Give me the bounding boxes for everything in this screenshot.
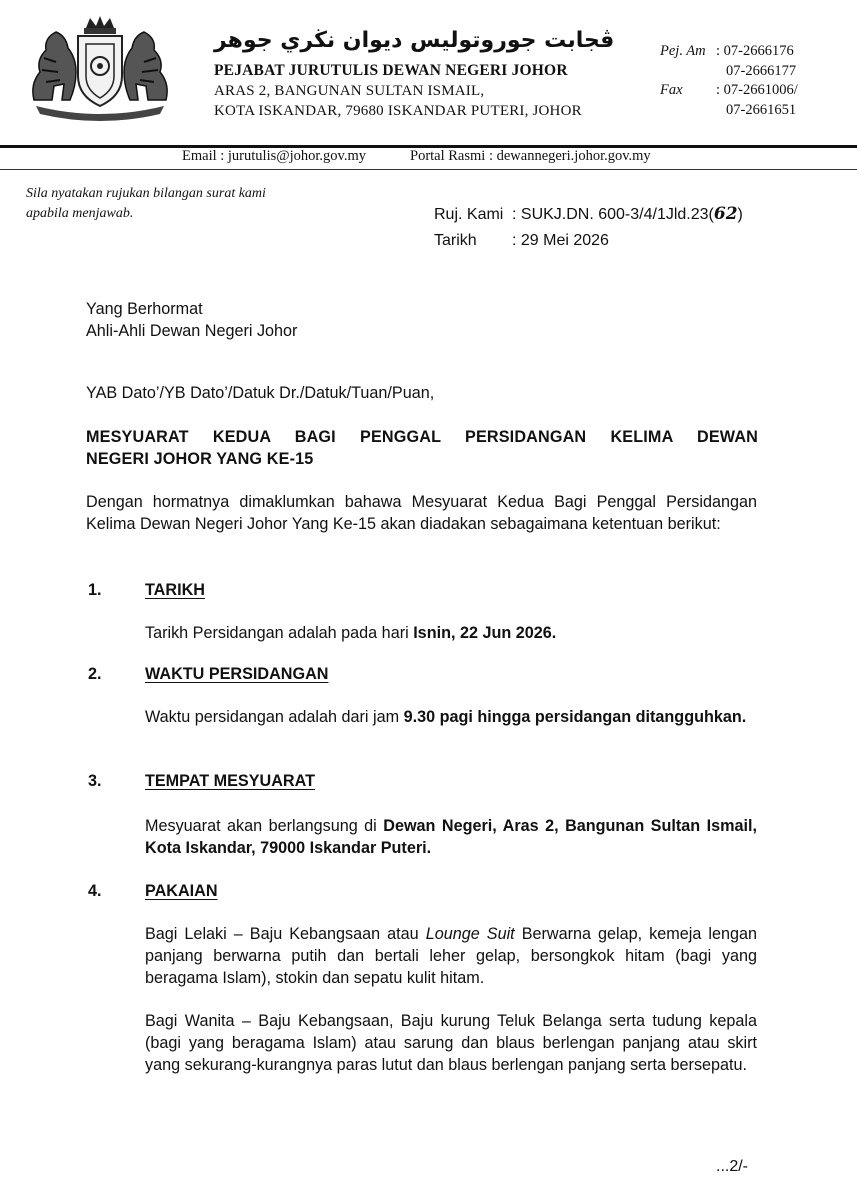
phone-label: Pej. Am [660, 43, 706, 59]
section-4-men-post: Berwarna gelap, kemeja lengan panjang berwarna putih dan bertali leher gelap, bersongkok hitam (bagi yang beragama Islam), stokin dan sepatu kulit hitam. [145, 925, 757, 987]
email-link[interactable]: Email : jurutulis@johor.gov.my [182, 148, 366, 164]
contact-block [660, 42, 850, 120]
tarikh-value: : 29 Mei 2026 [512, 232, 609, 249]
header-divider-thin [0, 169, 857, 170]
subject-line-1: MESYUARAT KEDUA BAGI PENGGAL PERSIDANGAN KELIMA DEWAN [86, 428, 758, 446]
reference-block [434, 201, 743, 254]
recipient [86, 298, 758, 342]
intro-paragraph: Dengan hormatnya dimaklumkan bahawa Mesyuarat Kedua Bagi Penggal Persidangan Kelima Dewan Negeri Johor Yang Ke-15 akan diadakan sebagaimana ketentuan berikut: [86, 493, 757, 533]
section-2-text-pre: Waktu persidangan adalah dari jam [145, 708, 404, 726]
section-1-heading: TARIKH [145, 581, 205, 599]
fax-1: : 07-2661006/ [716, 82, 798, 98]
portal-link[interactable]: Portal Rasmi : dewannegeri.johor.gov.my [410, 148, 651, 164]
section-3-heading: TEMPAT MESYUARAT [145, 772, 315, 790]
page-continuation: ...2/- [716, 1158, 749, 1175]
address-line-2: KOTA ISKANDAR, 79680 ISKANDAR PUTERI, JOHOR [214, 103, 582, 119]
section-3-text [145, 815, 757, 859]
section-1-text [145, 622, 757, 644]
section-1-number: 1. [88, 581, 102, 599]
section-2-heading: WAKTU PERSIDANGAN [145, 665, 329, 683]
section-2-text [145, 706, 757, 728]
tarikh-label: Tarikh [434, 232, 477, 249]
section-4-men [145, 923, 757, 989]
johor-state-crest-icon [26, 14, 174, 124]
phone-1: : 07-2666176 [716, 43, 794, 59]
recipient-line-2: Ahli-Ahli Dewan Negeri Johor [86, 322, 298, 340]
recipient-line-1: Yang Berhormat [86, 300, 203, 318]
org-name: PEJABAT JURUTULIS DEWAN NEGERI JOHOR [214, 62, 568, 79]
fax-2: 07-2661651 [726, 101, 797, 118]
section-4-men-pre: Bagi Lelaki – Baju Kebangsaan atau [145, 925, 426, 943]
phone-2: 07-2666177 [726, 62, 797, 79]
ruj-close: ) [737, 206, 743, 223]
section-4-men-italic: Lounge Suit [425, 925, 515, 943]
address-line-1: ARAS 2, BANGUNAN SULTAN ISMAIL, [214, 83, 485, 99]
ruj-label: Ruj. Kami [434, 206, 504, 223]
section-1-text-pre: Tarikh Persidangan adalah pada hari [145, 624, 414, 642]
section-3-venue: Dewan Negeri, Aras 2, Bangunan Sultan Ismail, Kota Iskandar, 79000 Iskandar Puteri. [145, 817, 757, 857]
jawi-org-name: ڤجابت جوروتوليس ديوان نڬري جوهر [214, 28, 615, 53]
section-3-text-pre: Mesyuarat akan berlangsung di [145, 817, 384, 835]
salutation: YAB Dato’/YB Dato’/Datuk Dr./Datuk/Tuan/Puan, [86, 384, 435, 402]
reference-note-line-1: Sila nyatakan rujukan bilangan surat kami [26, 186, 266, 201]
section-2-number: 2. [88, 665, 102, 683]
section-3-number: 3. [88, 772, 102, 790]
ruj-value: : SUKJ.DN. 600-3/4/1Jld.23( [512, 206, 714, 223]
letterhead-org [214, 26, 654, 121]
reference-note-line-2: apabila menjawab. [26, 206, 134, 221]
subject-line-2: NEGERI JOHOR YANG KE-15 [86, 450, 314, 468]
section-2-time: 9.30 pagi hingga persidangan ditangguhkan. [403, 708, 747, 726]
email-portal-row [182, 146, 651, 166]
subject [86, 426, 758, 470]
section-4-number: 4. [88, 882, 102, 900]
fax-label: Fax [660, 82, 683, 98]
reference-note [26, 184, 346, 224]
ruj-handwritten-number: 62 [713, 204, 738, 224]
section-1-date: Isnin, 22 Jun 2026. [413, 624, 557, 642]
section-4-heading: PAKAIAN [145, 882, 218, 900]
section-4-women: Bagi Wanita – Baju Kebangsaan, Baju kurung Teluk Belanga serta tudung kepala (bagi yang beragama Islam) atau sarung dan blaus berlengan panjang atau skirt yang sekurang-kurangnya paras lutut dan blaus berlengan panjang serta bersepatu. [145, 1012, 757, 1074]
